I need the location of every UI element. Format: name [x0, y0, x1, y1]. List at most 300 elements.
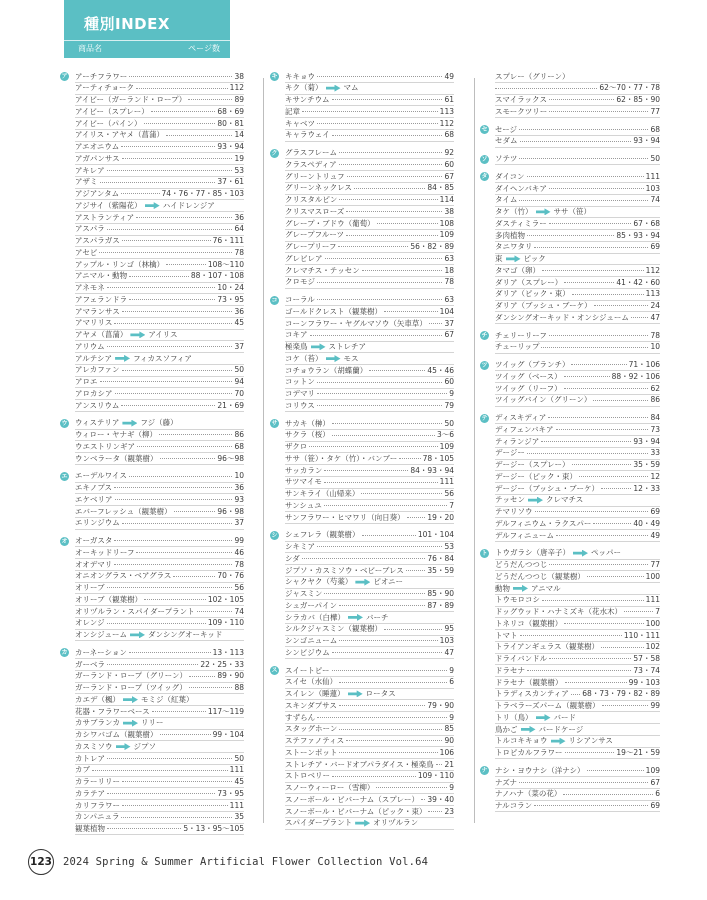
entry-name: ディスキディア [495, 413, 547, 422]
entry-name: オオデマリ [75, 559, 113, 569]
entry-pages: 50 [650, 154, 660, 163]
entry-name: アジアンタム [75, 189, 120, 198]
entry-name: ナシ・ヨウナシ（洋ナシ） [495, 765, 585, 775]
index-entry [495, 195, 660, 207]
entry-name: サッカラン [285, 465, 323, 475]
entry-pages: 67 [444, 330, 454, 340]
entry-name: キサンチウム [285, 95, 330, 104]
entry-pages: 68 [234, 441, 244, 451]
catalog-title: 2024 Spring & Summer Artificial Flower Collection Vol.64 [63, 856, 429, 868]
entry-name: アマランサス [75, 306, 120, 316]
entry-name: ガーベラ [75, 659, 105, 669]
index-entry [495, 677, 660, 689]
index-entry [495, 277, 660, 289]
index-entry [285, 418, 454, 430]
entry-pages: 19・20 [427, 512, 454, 522]
dot-leader [324, 505, 447, 506]
dot-leader [339, 640, 437, 641]
entry-name: キャベツ [285, 118, 315, 128]
dot-leader [527, 453, 649, 454]
index-entry [75, 706, 244, 718]
entry-pages: 40・49 [633, 518, 660, 528]
dot-leader [317, 393, 447, 394]
dot-leader [549, 223, 632, 224]
entry-see-also: フィカスソフィア [133, 353, 192, 363]
entry-name: アセビ [75, 247, 98, 257]
entry-name: タマゴ（卵） [495, 265, 540, 275]
dot-leader [564, 282, 614, 283]
entry-name: コケ（苔） [285, 353, 323, 363]
entry-pages: 50 [444, 418, 454, 428]
index-entry [75, 547, 244, 559]
entry-name: ウンベラータ（観葉樹） [75, 453, 158, 463]
dot-leader [549, 335, 649, 336]
index-entry [495, 448, 660, 460]
kana-heading-badge: キ [271, 73, 278, 80]
entry-name: クリスマスローズ [285, 206, 345, 216]
dot-leader [534, 805, 648, 806]
kana-heading-badge: シ [271, 531, 278, 539]
entry-name: オニオングラス・ベアグラス [75, 571, 172, 581]
index-entry [495, 383, 660, 395]
entry-pages: 92 [444, 148, 454, 157]
entry-pages: 85・90 [427, 589, 454, 598]
entry-pages: 113 [645, 289, 660, 299]
dot-leader [534, 247, 648, 248]
dot-leader [107, 229, 233, 230]
index-entry [75, 341, 244, 353]
dot-leader [166, 264, 206, 265]
index-entry [285, 600, 454, 612]
entry-name: アマリリス [75, 318, 113, 328]
entry-pages: 89・90 [217, 671, 244, 681]
entry-name: グラスフレーム [285, 148, 337, 157]
index-entry [285, 759, 454, 771]
entry-pages: 70・76 [217, 571, 244, 581]
entry-pages: 95 [444, 624, 454, 634]
index-group [480, 71, 660, 118]
entry-name: トマト [495, 630, 518, 640]
entry-name: ウエストリンギア [75, 441, 135, 451]
entry-name: シャクヤク（芍薬） [285, 577, 353, 587]
entry-name: スタッグホーン [285, 724, 338, 734]
dot-leader [563, 794, 653, 795]
dot-leader [121, 817, 232, 818]
entry-name: カシワバゴム（観葉樹） [75, 730, 158, 739]
entry-pages: 62〜70・77・78 [599, 83, 660, 93]
entry-name: ツイッグ（リーフ） [495, 383, 562, 393]
arrow-right-icon [551, 738, 566, 745]
dot-leader [564, 388, 649, 389]
dot-leader [129, 276, 189, 277]
entry-pages: 33 [650, 448, 660, 458]
arrow-right-icon [536, 714, 551, 721]
entry-name: カリフラワー [75, 800, 120, 810]
entry-name: すずらん [285, 712, 316, 722]
entry-pages: 36 [234, 306, 244, 316]
index-entry [495, 712, 660, 724]
index-entry [495, 530, 660, 542]
index-entry [285, 589, 454, 601]
index-entry [75, 800, 244, 812]
arrow-right-icon [528, 497, 543, 504]
dot-leader [100, 381, 233, 382]
entry-name: アーチフラワー [75, 71, 128, 81]
entry-pages: 86 [234, 430, 244, 439]
dot-leader [136, 552, 232, 553]
index-entry [75, 718, 244, 730]
entry-name: デージー（ブッシュ・ブーケ） [495, 483, 599, 493]
dot-leader [332, 99, 443, 100]
dot-leader [332, 135, 443, 136]
entry-pages: 49 [444, 71, 454, 81]
index-entry [75, 388, 244, 400]
entry-name: オリーブ [75, 583, 105, 592]
index-entry [495, 395, 660, 407]
dot-leader [310, 335, 443, 336]
index-entry [495, 424, 660, 436]
entry-pages: 21・69 [217, 400, 244, 410]
entry-pages: 45 [234, 318, 244, 328]
dot-leader [121, 405, 215, 406]
entry-name: ドッグウッド・ハナミズキ（花水木） [495, 607, 623, 616]
dot-leader [593, 523, 631, 524]
index-entry [495, 548, 660, 560]
entry-name: ササ（笹）・タケ（竹）・バンブー [285, 453, 398, 463]
entry-name: トウガラシ（唐辛子） [495, 548, 570, 558]
entry-pages: 68 [650, 124, 660, 134]
entry-name: シンビジウム [285, 647, 330, 657]
dot-leader [152, 711, 206, 712]
entry-name: ウィロー・ヤナギ（柳） [75, 430, 158, 439]
dot-leader [189, 676, 215, 677]
entry-name: サンキライ（山帰来） [285, 489, 360, 498]
entry-pages: 60 [444, 159, 454, 169]
entry-pages: 73・95 [217, 294, 244, 304]
dot-leader [594, 305, 649, 306]
index-entry [285, 318, 454, 330]
dot-leader [121, 146, 215, 147]
entry-name: トライアンギュラス（観葉樹） [495, 642, 600, 652]
entry-pages: 36 [234, 212, 244, 222]
dot-leader [428, 811, 442, 812]
entry-pages: 102・105 [207, 594, 244, 604]
index-entry [495, 230, 660, 242]
index-entry [495, 471, 660, 483]
dot-leader [92, 770, 228, 771]
entry-name: エーデルワイス [75, 471, 127, 481]
dot-leader [317, 299, 443, 300]
entry-name: カエデ（楓） [75, 694, 120, 704]
index-entry [75, 330, 244, 342]
entry-name: ガーランド・ロープ（ツイッグ） [75, 683, 187, 692]
dot-leader [122, 781, 232, 782]
entry-see-also: クレマチス [546, 495, 584, 505]
entry-reference [495, 724, 583, 736]
arrow-right-icon [123, 720, 138, 727]
entry-reference [75, 629, 222, 641]
index-entry [75, 430, 244, 442]
kana-heading-badge: ナ [481, 767, 488, 775]
index-entry [495, 736, 660, 748]
entry-name: アップル・リンゴ（林檎） [75, 259, 165, 269]
entry-name: グレープ・ブドウ（葡萄） [285, 218, 375, 228]
kana-heading-badge: チ [481, 332, 488, 339]
entry-name: カスミソウ [75, 741, 113, 751]
index-entry [75, 777, 244, 789]
entry-pages: 109 [439, 442, 454, 451]
index-entry [75, 494, 244, 506]
index-entry [75, 106, 244, 118]
dot-leader [339, 152, 442, 153]
entry-pages: 117〜119 [207, 706, 244, 716]
entry-name: ストロベリー [285, 771, 330, 781]
arrow-right-icon [130, 631, 145, 638]
index-entry [75, 694, 244, 706]
entry-name: アヤメ（菖蒲） [75, 330, 128, 339]
arrow-right-icon [116, 743, 131, 750]
entry-pages: 111 [439, 477, 454, 487]
dot-leader [384, 629, 442, 630]
entry-name: ディフェンバキア [495, 424, 554, 434]
index-group [480, 171, 660, 324]
footer [28, 849, 428, 875]
dot-leader [166, 135, 232, 136]
dot-leader [369, 370, 425, 371]
entry-name: グレープフルーツ [285, 230, 345, 240]
entry-name: サンシュユ [285, 500, 322, 510]
dot-leader [309, 446, 437, 447]
index-entry [285, 171, 454, 183]
index-entry [495, 801, 660, 813]
kana-heading-badge: コ [271, 296, 278, 304]
index-group [60, 647, 244, 835]
entry-name: ツイッグ（ブランチ） [495, 360, 570, 369]
index-entry [495, 183, 660, 195]
entry-name: クリスタルピン [285, 195, 338, 204]
entry-name: トウモロコシ [495, 595, 540, 605]
entry-pages: 73 [650, 424, 660, 434]
entry-name: タケ（竹） [495, 207, 533, 216]
entry-name: ステファノティス [285, 736, 345, 745]
dot-leader [338, 246, 408, 247]
dot-leader [429, 323, 443, 324]
entry-pages: 35・59 [633, 460, 660, 469]
entry-reference [495, 735, 613, 747]
index-entry [285, 465, 454, 477]
index-entry [495, 242, 660, 254]
dot-leader [122, 311, 233, 312]
index-entry [495, 618, 660, 630]
dot-leader [174, 511, 216, 512]
index-entry [285, 512, 454, 524]
index-entry [75, 153, 244, 165]
entry-name: シラカバ（白樺） [285, 612, 345, 622]
index-entry [285, 389, 454, 401]
entry-pages: 50 [234, 365, 244, 375]
entry-name: オンシジューム [75, 630, 127, 639]
entry-pages: 6 [655, 789, 660, 799]
entry-reference [495, 547, 621, 559]
header-column-labels [64, 40, 230, 58]
dot-leader [565, 682, 627, 683]
dot-leader [107, 346, 233, 347]
index-entry [285, 677, 454, 689]
entry-name: ゴールドクレスト（観葉樹） [285, 306, 382, 316]
entry-name: トロピカルフラワー [495, 748, 563, 757]
index-entry [285, 818, 454, 830]
dot-leader [317, 382, 443, 383]
entry-pages: 10 [650, 342, 660, 352]
entry-name: ダイヘンバキア [495, 183, 547, 193]
index-entry [285, 400, 454, 412]
dot-leader [332, 435, 435, 436]
index-group [270, 148, 454, 289]
arrow-right-icon [145, 202, 160, 209]
entry-pages: 84・85 [427, 183, 454, 193]
entry-name: 動物 [495, 583, 510, 593]
entry-pages: 62 [650, 383, 660, 393]
index-entry [75, 236, 244, 248]
index-entry [495, 265, 660, 277]
index-entry [285, 624, 454, 636]
dot-leader [100, 182, 216, 183]
entry-name: アイリス・アヤメ（菖蒲） [75, 130, 165, 140]
entry-pages: 62・85・90 [616, 95, 660, 104]
entry-pages: 85 [444, 724, 454, 734]
dot-leader [332, 423, 443, 424]
entry-pages: 79 [444, 400, 454, 410]
dot-leader [302, 558, 426, 559]
index-entry [75, 259, 244, 271]
arrow-right-icon [130, 331, 145, 338]
entry-see-also: ジプソ [133, 741, 156, 751]
entry-name: シェフレラ（観葉樹） [285, 530, 360, 540]
dot-leader [362, 270, 443, 271]
entry-name: ザクロ [285, 442, 308, 451]
index-entry [285, 330, 454, 342]
dot-leader [325, 258, 443, 259]
entry-reference [285, 341, 366, 353]
index-entry [285, 377, 454, 389]
index-entry [495, 507, 660, 519]
entry-pages: 12 [650, 471, 660, 481]
dot-leader [587, 576, 644, 577]
index-entry [75, 824, 244, 836]
kana-heading-badge: ス [271, 667, 278, 674]
entry-name: カラテア [75, 788, 105, 798]
arrow-right-icon [123, 696, 138, 703]
dot-leader [339, 605, 425, 606]
entry-name: シンゴニューム [285, 636, 338, 645]
index-entry [285, 342, 454, 354]
index-entry [495, 218, 660, 230]
index-entry [285, 489, 454, 501]
arrow-right-icon [506, 255, 521, 262]
entry-pages: 93・94 [633, 436, 660, 446]
entry-reference [75, 417, 178, 429]
entry-pages: 78・105 [422, 453, 454, 463]
entry-pages: 76・111 [212, 236, 244, 245]
entry-name: グリーントリュフ [285, 171, 345, 181]
index-entry [285, 242, 454, 254]
entry-name: 花器・フラワーベース [75, 706, 150, 716]
index-column-1 [60, 71, 244, 900]
entry-pages: 94 [234, 377, 244, 386]
index-entry [75, 683, 244, 695]
entry-reference [285, 817, 418, 829]
dot-leader [122, 523, 233, 524]
entry-pages: 109・110 [417, 771, 454, 781]
entry-see-also: バード [553, 712, 576, 722]
entry-name: ダンシングオーキッド・オンシジューム [495, 312, 629, 322]
index-entry [285, 712, 454, 724]
index-entry [75, 483, 244, 495]
entry-name: アリウム [75, 341, 105, 351]
dot-leader [188, 99, 232, 100]
index-entry [285, 794, 454, 806]
entry-pages: 73・95 [217, 788, 244, 798]
index-entry [285, 195, 454, 207]
index-entry [75, 294, 244, 306]
dot-leader [601, 647, 644, 648]
entry-see-also: ピック [523, 254, 546, 263]
dot-leader [347, 176, 443, 177]
kana-heading-badge: ソ [481, 155, 488, 163]
entry-pages: 77 [650, 560, 660, 569]
entry-pages: 10 [234, 471, 244, 481]
index-entry [495, 124, 660, 136]
dot-leader [197, 611, 233, 612]
index-entry [495, 83, 660, 95]
entry-name: ナズナ [495, 777, 518, 787]
index-entry [285, 230, 454, 242]
kana-heading-badge: ク [271, 149, 278, 157]
entry-pages: 109 [439, 230, 454, 240]
entry-pages: 57・58 [633, 654, 660, 663]
entry-pages: 60 [444, 377, 454, 387]
dot-leader [114, 487, 232, 488]
index-entry [285, 612, 454, 624]
entry-name: ドラセナ [495, 665, 525, 675]
dot-leader [571, 694, 580, 695]
entry-pages: 19〜21・59 [616, 748, 660, 757]
index-entry [495, 483, 660, 495]
entry-pages: 69 [650, 801, 660, 810]
entry-see-also: リリー [141, 718, 164, 728]
kana-heading-badge: ア [61, 73, 68, 80]
index-entry [285, 500, 454, 512]
entry-see-also: アニマル [531, 583, 561, 593]
entry-name: アーティチョーク [75, 83, 134, 93]
dot-leader [122, 240, 211, 241]
entry-pages: 37 [234, 518, 244, 528]
entry-pages: 78 [650, 330, 660, 340]
index-entry [285, 277, 454, 289]
entry-name: コーラル [285, 295, 315, 304]
index-entry [495, 460, 660, 472]
entry-name: アイビー（スプレー） [75, 106, 149, 116]
entry-name: カサブランカ [75, 718, 120, 728]
index-entry [75, 812, 244, 824]
index-entry [495, 789, 660, 801]
dot-leader [601, 488, 631, 489]
entry-pages: 68 [444, 130, 454, 140]
entry-pages: 35・59 [427, 565, 454, 575]
entry-name: コキア [285, 330, 308, 340]
entry-pages: 12・33 [633, 483, 660, 493]
entry-pages: 89 [234, 95, 244, 104]
